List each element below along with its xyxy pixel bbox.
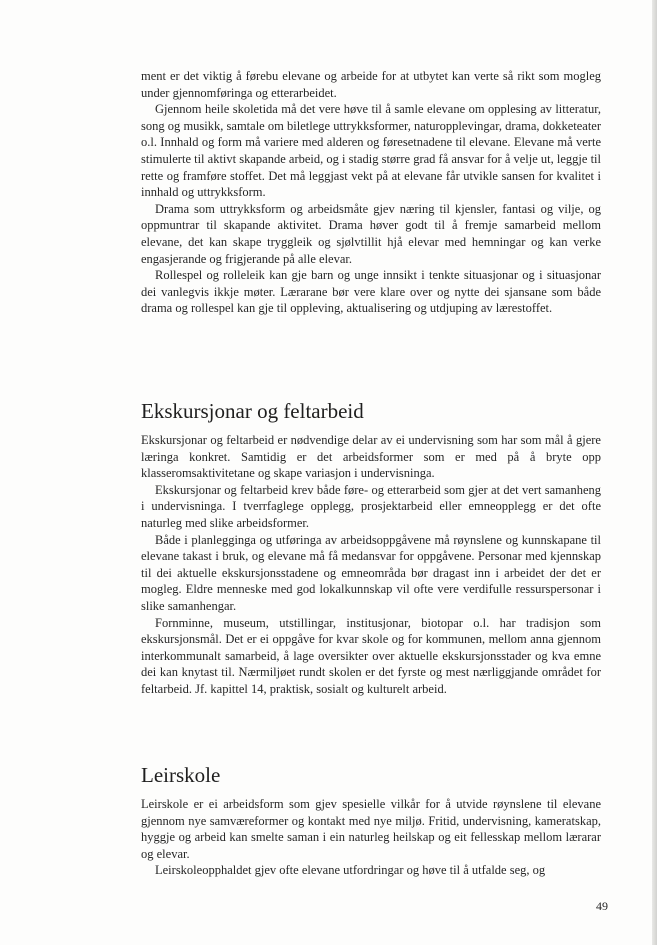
paragraph: Leirskoleopphaldet gjev ofte elevane utfordringar og høve til å utfalde seg, og bbox=[155, 863, 546, 878]
paragraph: Gjennom heile skoletida må det vere høve til å samle elevane om opplesing av litteratur, song og musikk, samtale om biletlege uttrykksformer, naturopplevingar, drama, dokketeater o.l. Innhald og form må variere med alderen og føresetnadene til elevane. Elevane må verte stimulerte til aktivt skapande arbeid, og i stadig større grad få ansvar for å velje ut, leggje til rette og framføre stoffet. Det må leggjast vekt på at elevane får utvikle sansen for kvalitet i innhald og uttrykksform. bbox=[141, 102, 601, 200]
section-heading: Ekskursjonar og feltarbeid bbox=[141, 399, 364, 423]
section-continuation bbox=[141, 68, 601, 317]
paragraph: Drama som uttrykksform og arbeidsmåte gjev næring til kjensler, fantasi og vilje, og oppmuntrar til skapande aktivitet. Drama høver godt til å fremje samarbeid mellom elevane, det kan skape tryggleik og sjølvtillit hjå elevar med hemningar og kan verke engasjerande og frigjerande på alle elevar. bbox=[141, 201, 601, 266]
page-edge bbox=[652, 0, 657, 945]
paragraph: Ekskursjonar og feltarbeid er nødvendige delar av ei undervisning som har som mål å gjere læringa konkret. Samtidig er det arbeidsformer som er med på å bryte opp klasseromsaktivitetane og skape variasjon i undervisninga. bbox=[141, 433, 601, 481]
paragraph: Både i planlegginga og utføringa av arbeidsoppgåvene må røynslene og kunnskapane til elevane takast i bruk, og elevane må få medansvar for oppgåvene. Personar med kjennskap til dei aktuelle ekskursjonsstadene og emneområda bør dragast inn i arbeidet der det er mogleg. Eldre menneske med god lokalkunnskap vil ofte vere verdifulle ressurspersonar i slike samanhengar. bbox=[141, 532, 601, 613]
section-heading: Leirskole bbox=[141, 763, 221, 787]
section-camp-school bbox=[141, 762, 601, 788]
paragraph: ment er det viktig å førebu elevane og arbeide for at utbytet kan verte så rikt som mogleg under gjennomføringa og etterarbeidet. bbox=[141, 69, 601, 100]
section-excursions bbox=[141, 398, 601, 424]
paragraph: Rollespel og rolleleik kan gje barn og unge innsikt i tenkte situasjonar og i situasjonar dei vanlegvis ikkje møter. Lærarane bør vere klare over og nytte dei sjansane som både drama og rollespel kan gje til oppleving, aktualisering og utdjuping av lærestoffet. bbox=[141, 268, 601, 316]
paragraph: Leirskole er ei arbeidsform som gjev spesielle vilkår for å utvide røynslene til elevane gjennom nye samværeformer og kontakt med nye miljø. Fritid, undervisning, kameratskap, hyggje og arbeid kan smelte saman i ein naturleg heilskap og eit fellesskap mellom lærarar og elevar. bbox=[141, 797, 601, 861]
section-excursions-body bbox=[141, 432, 601, 698]
paragraph: Fornminne, museum, utstillingar, institusjonar, biotopar o.l. har tradisjon som ekskursjonsmål. Det er ei oppgåve for kvar skole og for kommunen, mellom anna gjennom interkommunalt samarbeid, å lage oversikter over aktuelle ekskursjonsstader og kva emne dei kan knytast til. Nærmiljøet rundt skolen er det fyrste og mest nærliggjande området for feltarbeid. Jf. kapittel 14, praktisk, sosialt og kulturelt arbeid. bbox=[141, 615, 601, 696]
paragraph: Ekskursjonar og feltarbeid krev både føre- og etterarbeid som gjer at det vert samanheng i undervisninga. I tverrfaglege opplegg, prosjektarbeid eller emneopplegg er det ofte naturleg med slike arbeidsformer. bbox=[141, 482, 601, 530]
section-camp-school-body bbox=[141, 796, 601, 879]
page-number: 49 bbox=[596, 899, 608, 913]
